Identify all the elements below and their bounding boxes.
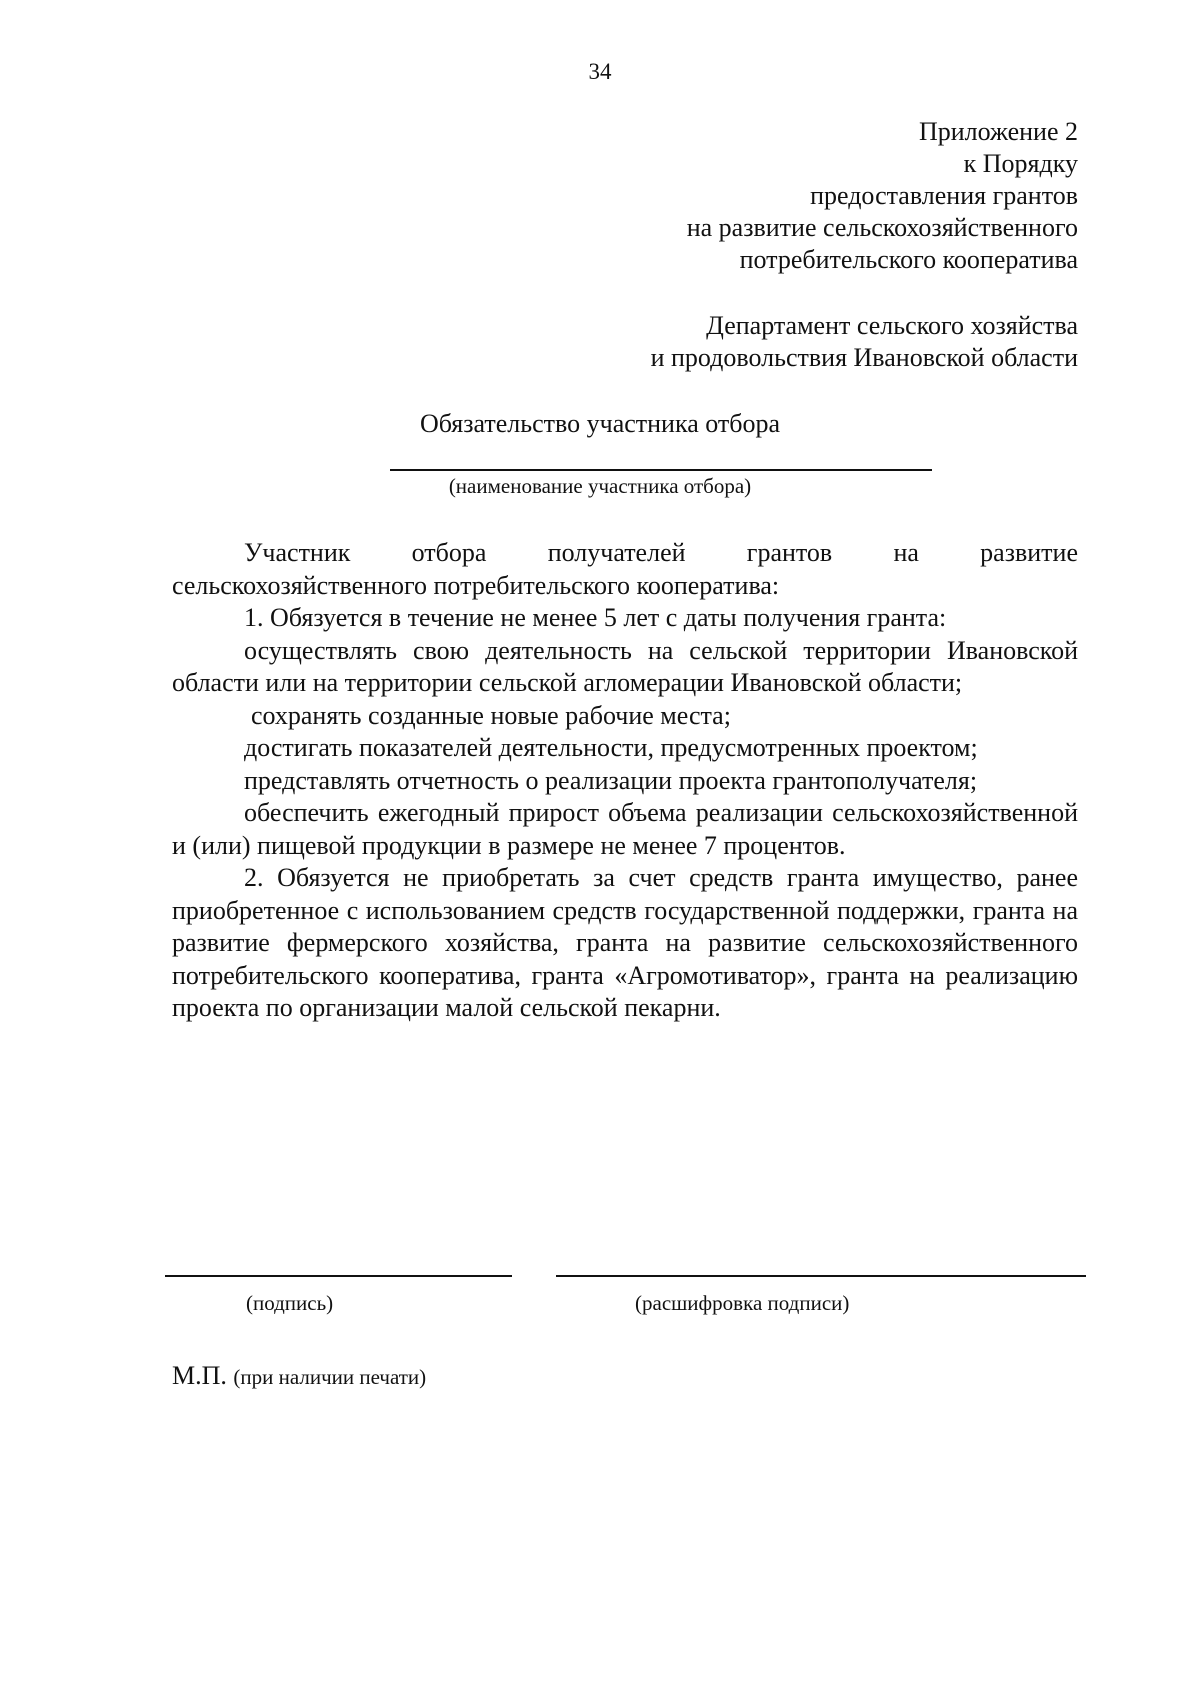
intro-line: сельскохозяйственного потребительского кооператива: bbox=[172, 570, 780, 600]
page-number: 34 bbox=[588, 59, 612, 84]
obligation-subitem: представлять отчетность о реализации проекта грантополучателя; bbox=[244, 765, 978, 795]
intro-line: Участник отбора получателей грантов на развитие bbox=[244, 538, 1078, 567]
participant-name-field[interactable] bbox=[390, 469, 932, 471]
appendix-line: на развитие сельскохозяйственного bbox=[686, 213, 1078, 242]
appendix-header bbox=[560, 116, 1078, 276]
stamp-place bbox=[172, 1360, 426, 1393]
signature-transcript-field[interactable] bbox=[556, 1275, 1086, 1277]
appendix-line: к Порядку bbox=[963, 149, 1078, 178]
appendix-line: предоставления грантов bbox=[810, 181, 1078, 210]
obligation-subitem: осуществлять свою деятельность на сельской территории Ивановской области или на территории сельской агломерации Ивановской области; bbox=[172, 635, 1078, 697]
obligation-item-1: 1. Обязуется в течение не менее 5 лет с даты получения гранта: bbox=[244, 603, 947, 632]
participant-name-caption: (наименование участника отбора) bbox=[448, 474, 752, 498]
obligation-body bbox=[172, 537, 1078, 1025]
appendix-line: потребительского кооператива bbox=[739, 245, 1078, 274]
signature-field[interactable] bbox=[165, 1275, 512, 1277]
signature-caption: (подпись) bbox=[246, 1291, 334, 1315]
document-title: Обязательство участника отбора bbox=[419, 409, 781, 438]
addressee-block bbox=[560, 310, 1078, 374]
stamp-label: М.П. bbox=[172, 1361, 227, 1390]
stamp-note: (при наличии печати) bbox=[233, 1365, 427, 1389]
addressee-line: Департамент сельского хозяйства bbox=[706, 311, 1078, 340]
obligation-item-2: 2. Обязуется не приобретать за счет средств гранта имущество, ранее приобретенное с использованием средств государственной поддержки, гранта на развитие фермерского хозяйства, гранта на развитие сельскохозяйственного потребительского кооператива, гранта «Агромотиватор», гранта на реализацию проекта по организации малой сельской пекарни. bbox=[172, 863, 1078, 1022]
obligation-subitem: обеспечить ежегодный прирост объема реализации сельскохозяйственной и (или) пищевой продукции в размере не менее 7 процентов. bbox=[172, 798, 1078, 860]
appendix-line: Приложение 2 bbox=[918, 117, 1078, 146]
signature-transcript-caption: (расшифровка подписи) bbox=[635, 1291, 850, 1315]
addressee-line: и продовольствия Ивановской области bbox=[650, 343, 1078, 372]
obligation-subitem: сохранять созданные новые рабочие места; bbox=[251, 700, 731, 730]
obligation-subitem: достигать показателей деятельности, предусмотренных проектом; bbox=[244, 733, 978, 762]
